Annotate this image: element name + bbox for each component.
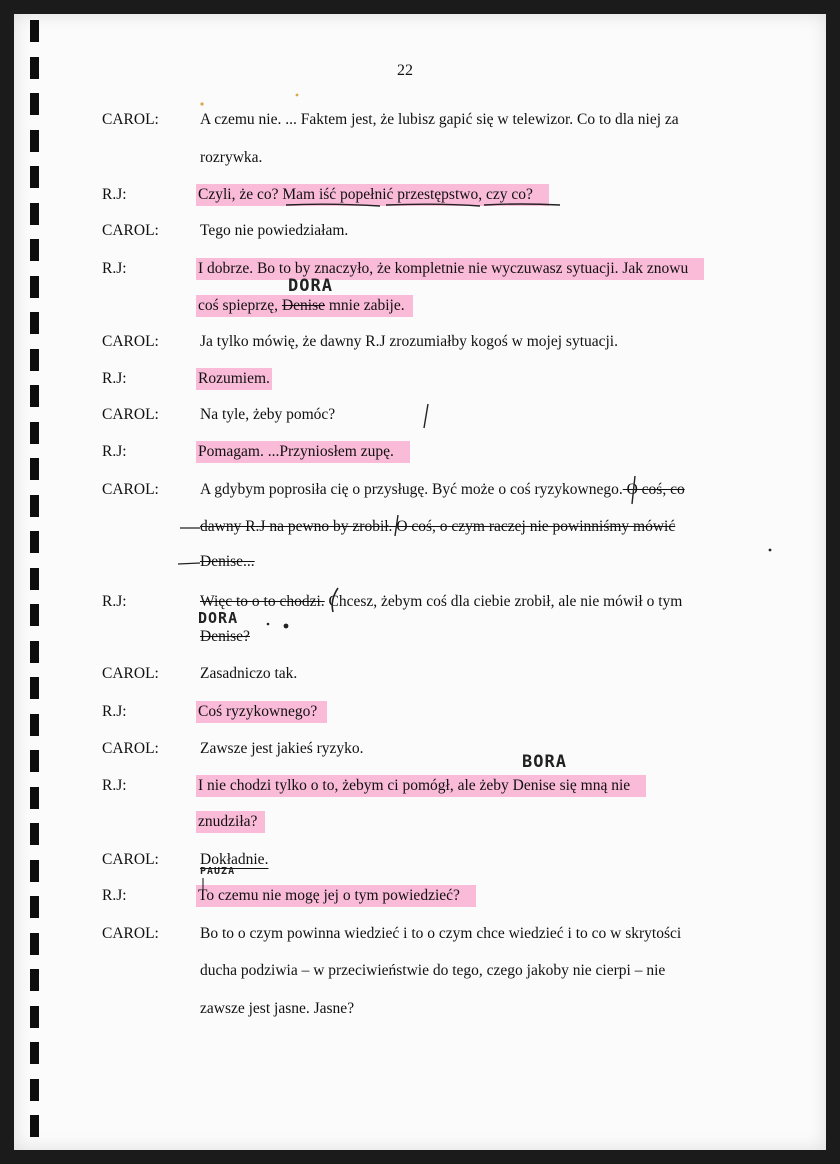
binding-hole xyxy=(30,969,39,991)
struck-text: Denise? xyxy=(200,628,250,645)
binding-hole xyxy=(30,677,39,699)
dialogue-line xyxy=(200,481,685,499)
handwritten-note: DORA xyxy=(288,276,333,296)
highlighted-text: I nie chodzi tylko o to, żebym ci pomógł, ale żeby Denise się mną nie xyxy=(196,775,646,797)
struck-text: Więc to o to chodzi. xyxy=(200,593,325,610)
binding-hole xyxy=(30,57,39,79)
binding-hole xyxy=(30,276,39,298)
speaker-label: R.J: xyxy=(102,370,127,387)
highlighted-text: mnie zabije. xyxy=(324,297,405,314)
speaker-label: CAROL: xyxy=(102,925,159,942)
binding-hole xyxy=(30,349,39,371)
speaker-label: CAROL: xyxy=(102,851,159,868)
highlighted-text: Czyli, że co? Mam iść popełnić przestępstwo, czy co? xyxy=(196,184,549,206)
dialogue-line-highlighted xyxy=(196,887,476,905)
binding-hole xyxy=(30,495,39,517)
dialogue-line: Ja tylko mówię, że dawny R.J zrozumiałby kogoś w mojej sytuacji. xyxy=(200,333,618,350)
binding-hole xyxy=(30,641,39,663)
page-number: 22 xyxy=(397,62,413,79)
speaker-label: CAROL: xyxy=(102,665,159,682)
struck-text: Denise xyxy=(281,297,325,314)
binding-hole xyxy=(30,1115,39,1137)
speaker-label: R.J: xyxy=(102,703,127,720)
handwritten-note: BORA xyxy=(522,752,567,772)
struck-text: O coś, o czym raczej nie powinniśmy mówić xyxy=(392,518,676,535)
dialogue-text: Chcesz, żebym coś dla ciebie zrobił, ale nie mówił o tym xyxy=(324,593,683,610)
dialogue-line-highlighted xyxy=(196,186,549,204)
highlighted-text: znudziła? xyxy=(196,811,265,833)
binding-hole xyxy=(30,1079,39,1101)
dialogue-line: Zawsze jest jakieś ryzyko. xyxy=(200,740,364,757)
speaker-label: R.J: xyxy=(102,260,127,277)
struck-text: dawny R.J na pewno by zrobił. xyxy=(200,518,393,535)
dialogue-line-highlighted xyxy=(196,777,646,795)
speaker-label: CAROL: xyxy=(102,222,159,239)
binding-hole xyxy=(30,458,39,480)
dialogue-line xyxy=(200,553,255,571)
binding-hole xyxy=(30,933,39,955)
dialogue-line: rozrywka. xyxy=(200,149,263,166)
binding-hole xyxy=(30,823,39,845)
highlighted-text: Coś ryzykownego? xyxy=(196,701,327,723)
dialogue-line-highlighted xyxy=(196,813,265,831)
dialogue-line xyxy=(200,593,682,611)
dialogue-line: Zasadniczo tak. xyxy=(200,665,298,682)
binding-hole xyxy=(30,604,39,626)
speaker-label: CAROL: xyxy=(102,333,159,350)
binding-hole xyxy=(30,20,39,42)
dialogue-line: A czemu nie. ... Faktem jest, że lubisz gapić się w telewizor. Co to dla niej za xyxy=(200,111,679,128)
binding-hole xyxy=(30,1042,39,1064)
speaker-label: CAROL: xyxy=(102,740,159,757)
dialogue-text: Dokładnie. xyxy=(200,851,269,868)
speaker-label: CAROL: xyxy=(102,406,159,423)
binding-hole xyxy=(30,239,39,261)
speaker-label: R.J: xyxy=(102,887,127,904)
dialogue-line: Na tyle, żeby pomóc? xyxy=(200,406,336,423)
dialogue-line: ducha podziwia – w przeciwieństwie do tego, czego jakoby nie cierpi – nie xyxy=(200,962,666,979)
binding-hole xyxy=(30,385,39,407)
highlighted-text: Pomagam. ...Przyniosłem zupę. xyxy=(196,441,410,463)
dialogue-line xyxy=(200,628,250,646)
dialogue-line-highlighted xyxy=(196,703,327,721)
binding-hole xyxy=(30,896,39,918)
binding-hole xyxy=(30,93,39,115)
dialogue-line: Bo to o czym powinna wiedzieć i to o czym chce wiedzieć i to co w skrytości xyxy=(200,925,682,942)
speaker-label: CAROL: xyxy=(102,111,159,128)
handwritten-note: DORA xyxy=(198,609,239,627)
binding-hole xyxy=(30,130,39,152)
dialogue-line-highlighted xyxy=(196,260,704,278)
highlighted-text: Rozumiem. xyxy=(196,368,272,390)
speaker-label: R.J: xyxy=(102,443,127,460)
binding-hole xyxy=(30,750,39,772)
binding-hole xyxy=(30,203,39,225)
handwritten-note: PAUZA xyxy=(200,866,236,877)
dialogue-line xyxy=(200,518,675,536)
dialogue-line-highlighted xyxy=(196,443,410,461)
highlighted-text: I dobrze. Bo to by znaczyło, że kompletnie nie wyczuwasz sytuacji. Jak znowu xyxy=(196,258,704,280)
speaker-label: R.J: xyxy=(102,593,127,610)
speaker-label: R.J: xyxy=(102,777,127,794)
binding-hole xyxy=(30,312,39,334)
binding-hole xyxy=(30,1006,39,1028)
dialogue-line-highlighted xyxy=(196,370,272,388)
speaker-label: CAROL: xyxy=(102,481,159,498)
binding-hole xyxy=(30,787,39,809)
binding-hole xyxy=(30,568,39,590)
binding-hole xyxy=(30,860,39,882)
speaker-label: R.J: xyxy=(102,186,127,203)
highlighted-text: coś spieprzę, xyxy=(198,297,282,314)
binding-hole xyxy=(30,531,39,553)
binding-hole xyxy=(30,422,39,444)
dialogue-line-highlighted xyxy=(196,297,413,315)
dialogue-text: A gdybym poprosiła cię o przysługę. Być może o coś ryzykownego. xyxy=(200,481,623,498)
binding-hole xyxy=(30,714,39,736)
dialogue-line: zawsze jest jasne. Jasne? xyxy=(200,1000,355,1017)
struck-text: Denise... xyxy=(200,553,255,570)
binding-hole xyxy=(30,166,39,188)
struck-text: O coś, co xyxy=(622,481,685,498)
spiral-binding xyxy=(30,20,40,1150)
highlighted-text: To czemu nie mogę jej o tym powiedzieć? xyxy=(196,885,476,907)
dialogue-line: Tego nie powiedziałam. xyxy=(200,222,349,239)
